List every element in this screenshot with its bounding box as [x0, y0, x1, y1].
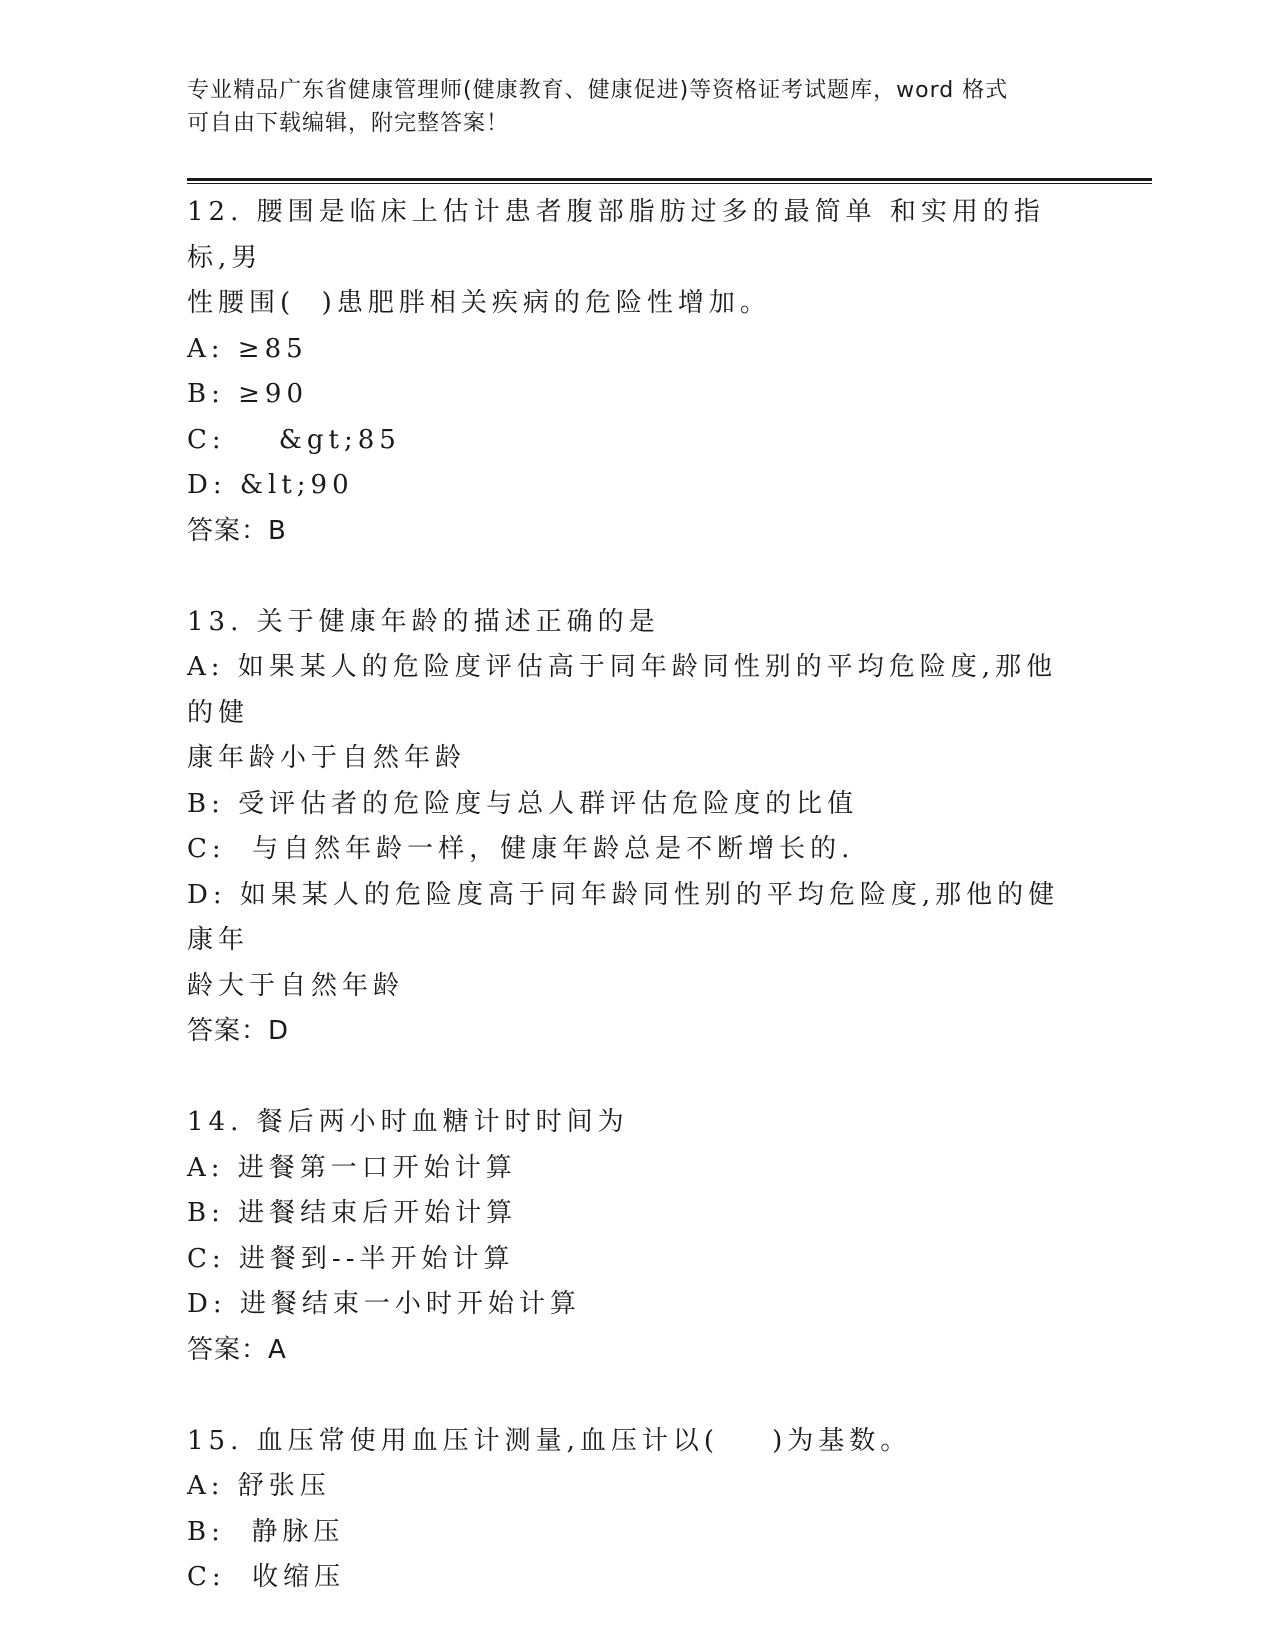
question-stem-line: 13. 关于健康年龄的描述正确的是	[187, 606, 660, 637]
answer-option-line: C: 与自然年龄一样，健康年龄总是不断增长的.	[187, 834, 855, 864]
answer-key: 答案：A	[187, 1334, 287, 1365]
answer-option-line: C: &gt;85	[187, 424, 401, 455]
answer-option-line: D: &lt;90	[187, 470, 354, 500]
answer-option-line: C: 收缩压	[187, 1562, 346, 1592]
answer-option-line: B: 进餐结束后开始计算	[187, 1198, 518, 1228]
question-stem-line: 15. 血压常使用血压计测量,血压计以( )为基数。	[187, 1425, 912, 1456]
answer-option-line: 龄大于自然年龄	[187, 970, 405, 1001]
header-rule-thick	[187, 178, 1152, 181]
question-stem-line: 14. 餐后两小时血糖计时时间为	[187, 1107, 629, 1137]
answer-key: 答案：B	[187, 515, 287, 546]
header-line-2: 可自由下载编辑，附完整答案！	[187, 111, 510, 136]
answer-option-line: B: ≥90	[187, 379, 308, 409]
answer-option-line: A: 进餐第一口开始计算	[187, 1152, 517, 1183]
answer-option-line: C: 进餐到--半开始计算	[187, 1243, 515, 1274]
answer-option-line: B: 静脉压	[187, 1516, 345, 1547]
question-list	[187, 190, 1067, 1647]
answer-option-line: B: 受评估者的危险度与总人群评估危险度的比值	[187, 788, 859, 819]
answer-option-line: A: ≥85	[187, 333, 308, 364]
answer-key: 答案：D	[187, 1016, 290, 1046]
question-block	[187, 600, 1067, 1055]
question-block	[187, 190, 1067, 554]
document-header	[187, 74, 1087, 140]
header-line-1: 专业精品广东省健康管理师(健康教育、健康促进)等资格证考试题库，word 格式	[187, 78, 1009, 103]
question-stem-line: 性腰围( )患肥胖相关疾病的危险性增加。	[187, 288, 771, 318]
question-stem-line: 12. 腰围是临床上估计患者腹部脂肪过多的最简单 和实用的指标,男	[187, 197, 1045, 273]
question-block	[187, 1419, 1067, 1601]
answer-option-line: D: 如果某人的危险度高于同年龄同性别的平均危险度,那他的健康年	[187, 879, 1060, 955]
header-rule-thin	[187, 183, 1152, 184]
answer-option-line: D: 进餐结束一小时开始计算	[187, 1289, 581, 1319]
answer-option-line: A: 舒张压	[187, 1471, 331, 1501]
answer-option-line: A: 如果某人的危险度评估高于同年龄同性别的平均危险度,那他的健	[187, 652, 1058, 728]
question-block	[187, 1100, 1067, 1373]
answer-option-line: 康年龄小于自然年龄	[187, 743, 467, 773]
